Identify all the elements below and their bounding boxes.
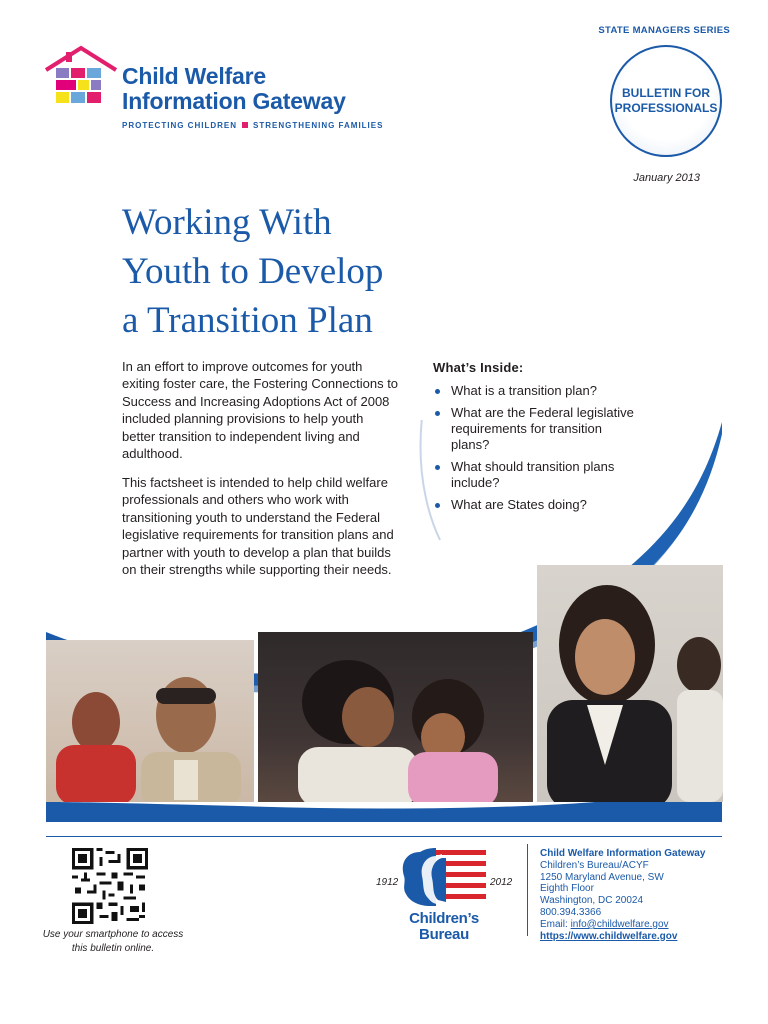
list-item: What is a transition plan? — [433, 383, 643, 399]
cb-year-end: 2012 — [490, 877, 513, 888]
bulletin-badge — [610, 45, 722, 157]
whats-inside-box — [433, 360, 643, 519]
photo-mother-and-child — [258, 632, 533, 802]
contact-org: Child Welfare Information Gateway — [540, 848, 706, 859]
list-item: What are States doing? — [433, 497, 643, 513]
series-label: STATE MANAGERS SERIES — [598, 25, 730, 36]
website-link[interactable]: https://www.childwelfare.gov — [540, 930, 678, 942]
logo-tagline: PROTECTING CHILDREN STRENGTHENING FAMILIES — [122, 121, 384, 130]
list-item: What should transition plans include? — [433, 459, 643, 491]
email-label: Email: — [540, 918, 571, 930]
purpose-paragraph: This factsheet is intended to help child welfare professionals and others who work with transitioning youth to understand the Federal legislative requirements for transition plans and partner with youth to develop a plan that builds on their strengths while supporting their needs. — [122, 475, 394, 578]
bullet-icon — [435, 465, 440, 470]
page-title: Working With Youth to Develop a Transition Plan — [122, 202, 384, 341]
tagline-separator-icon — [242, 122, 248, 128]
qr-caption: Use your smartphone to access this bulletin online. — [42, 929, 184, 954]
intro-paragraph: In an effort to improve outcomes for youth exiting foster care, the Fostering Connections to Success and Increasing Adoptions Act of 2008 included planning provisions to help youth better transition to independent living and adulthood. — [122, 359, 399, 462]
footer-divider — [46, 836, 722, 837]
list-item: What are the Federal legislative requirements for transition plans? — [433, 405, 643, 453]
childrens-bureau-logo — [376, 844, 516, 944]
photo-man-smiling — [46, 640, 254, 802]
house-logo-icon — [44, 44, 119, 114]
contact-block — [540, 848, 740, 942]
cb-name: Children’s Bureau — [409, 910, 479, 943]
bullet-icon — [435, 503, 440, 508]
contact-line: Eighth Floor — [540, 883, 594, 895]
whats-inside-list — [433, 383, 643, 513]
email-link[interactable]: info@childwelfare.gov — [570, 918, 669, 930]
bullet-icon — [435, 411, 440, 416]
logo-title: Child Welfare Information Gateway — [122, 63, 346, 114]
cb-year-start: 1912 — [376, 877, 399, 888]
contact-line: 1250 Maryland Avenue, SW — [540, 871, 664, 883]
bullet-icon — [435, 389, 440, 394]
contact-phone: 800.394.3366 — [540, 906, 602, 918]
contact-email-row — [540, 919, 740, 931]
badge-text: BULLETIN FOR PROFESSIONALS — [614, 86, 718, 115]
whats-inside-heading: What’s Inside: — [433, 360, 524, 375]
contact-line: Children’s Bureau/ACYF — [540, 859, 649, 871]
photo-professional-woman — [537, 565, 723, 802]
contact-line: Washington, DC 20024 — [540, 895, 644, 907]
contact-divider — [527, 844, 528, 936]
publication-date: January 2013 — [633, 172, 700, 184]
qr-code-icon[interactable] — [72, 848, 148, 924]
gateway-logo — [44, 44, 389, 134]
